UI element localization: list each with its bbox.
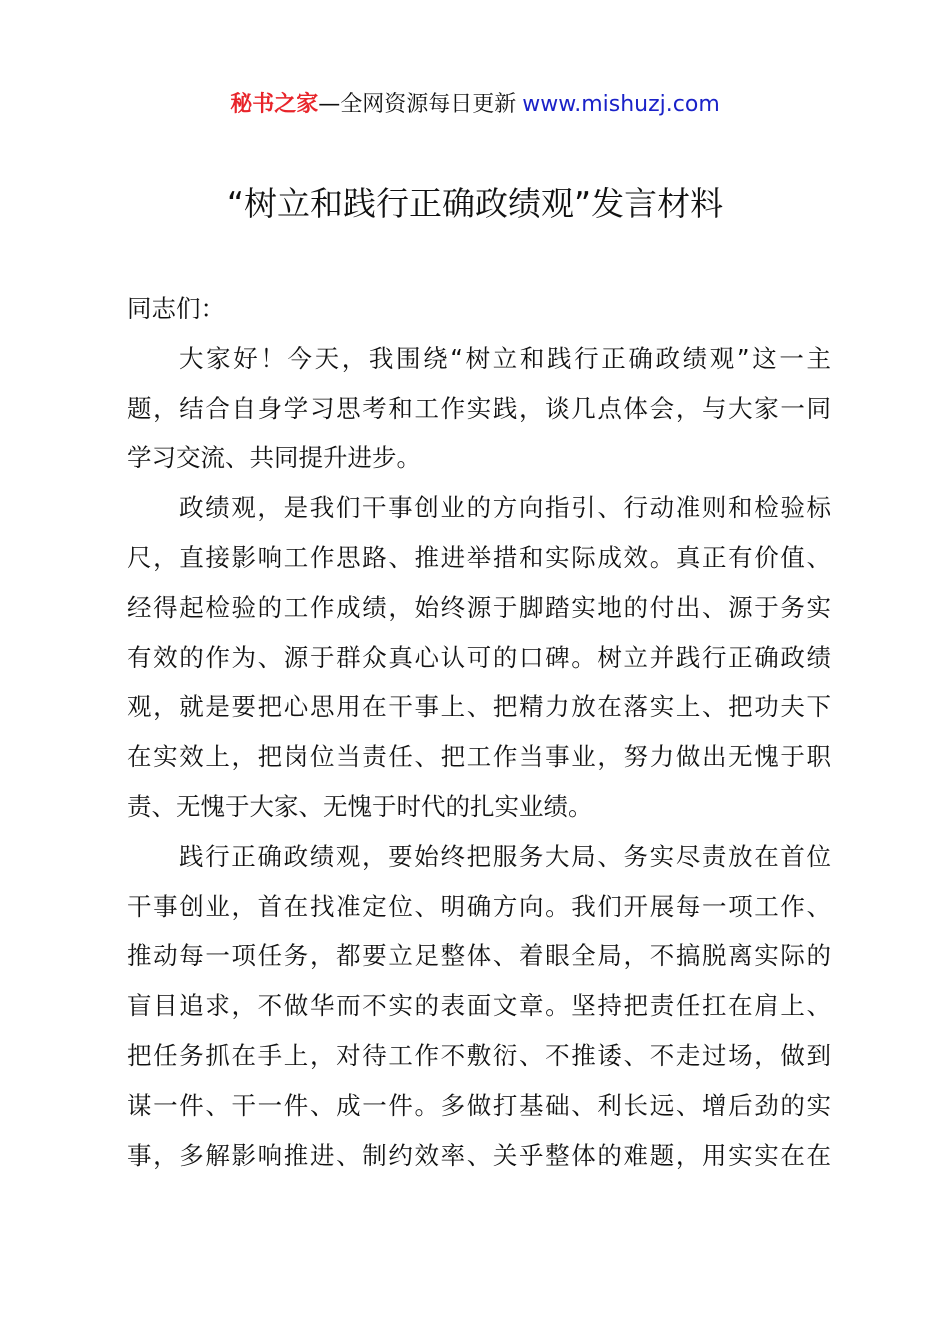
header-tagline: —全网资源每日更新	[318, 92, 517, 117]
paragraph-line: 在实效上，把岗位当责任、把工作当事业，努力做出无愧于职	[127, 742, 831, 772]
paragraph	[127, 832, 831, 1181]
document-body	[127, 284, 831, 1180]
paragraph-line: 推动每一项任务，都要立足整体、着眼全局，不搞脱离实际的	[127, 941, 831, 971]
site-header	[0, 88, 950, 122]
paragraph-line: 经得起检验的工作成绩，始终源于脚踏实地的付出、源于务实	[127, 592, 831, 622]
paragraph-line: 干事创业，首在找准定位、明确方向。我们开展每一项工作、	[127, 891, 831, 921]
brand-name: 秘书之家	[230, 92, 319, 117]
salutation: 同志们：	[127, 294, 225, 323]
paragraph-line: 尺，直接影响工作思路、推进举措和实际成效。真正有价值、	[127, 542, 831, 572]
paragraph-line: 谋一件、干一件、成一件。多做打基础、利长远、增后劲的实	[127, 1090, 831, 1120]
paragraph-line: 政绩观，是我们干事创业的方向指引、行动准则和检验标	[179, 493, 831, 523]
paragraph-line: 学习交流、共同提升进步。	[127, 443, 421, 473]
site-url-link[interactable]: www.mishuzj.com	[522, 92, 720, 117]
paragraph-line: 把任务抓在手上，对待工作不敷衍、不推诿、不走过场，做到	[127, 1040, 831, 1070]
paragraph-line: 题，结合自身学习思考和工作实践，谈几点体会，与大家一同	[127, 393, 831, 423]
paragraph-line: 践行正确政绩观，要始终把服务大局、务实尽责放在首位	[179, 841, 831, 871]
paragraph-line: 盲目追求，不做华而不实的表面文章。坚持把责任扛在肩上、	[127, 991, 831, 1021]
paragraph-line: 责、无愧于大家、无愧于时代的扎实业绩。	[127, 791, 593, 821]
paragraph	[127, 334, 831, 483]
paragraph-line: 事，多解影响推进、制约效率、关乎整体的难题，用实实在在	[127, 1140, 831, 1170]
paragraph	[127, 483, 831, 832]
document-title: “树立和践行正确政绩观”发言材料	[226, 184, 724, 223]
paragraph-line: 有效的作为、源于群众真心认可的口碑。树立并践行正确政绩	[127, 642, 831, 672]
paragraph-line: 观，就是要把心思用在干事上、把精力放在落实上、把功夫下	[127, 692, 831, 722]
paragraph-line: 大家好！今天，我围绕“树立和践行正确政绩观”这一主	[179, 343, 831, 373]
